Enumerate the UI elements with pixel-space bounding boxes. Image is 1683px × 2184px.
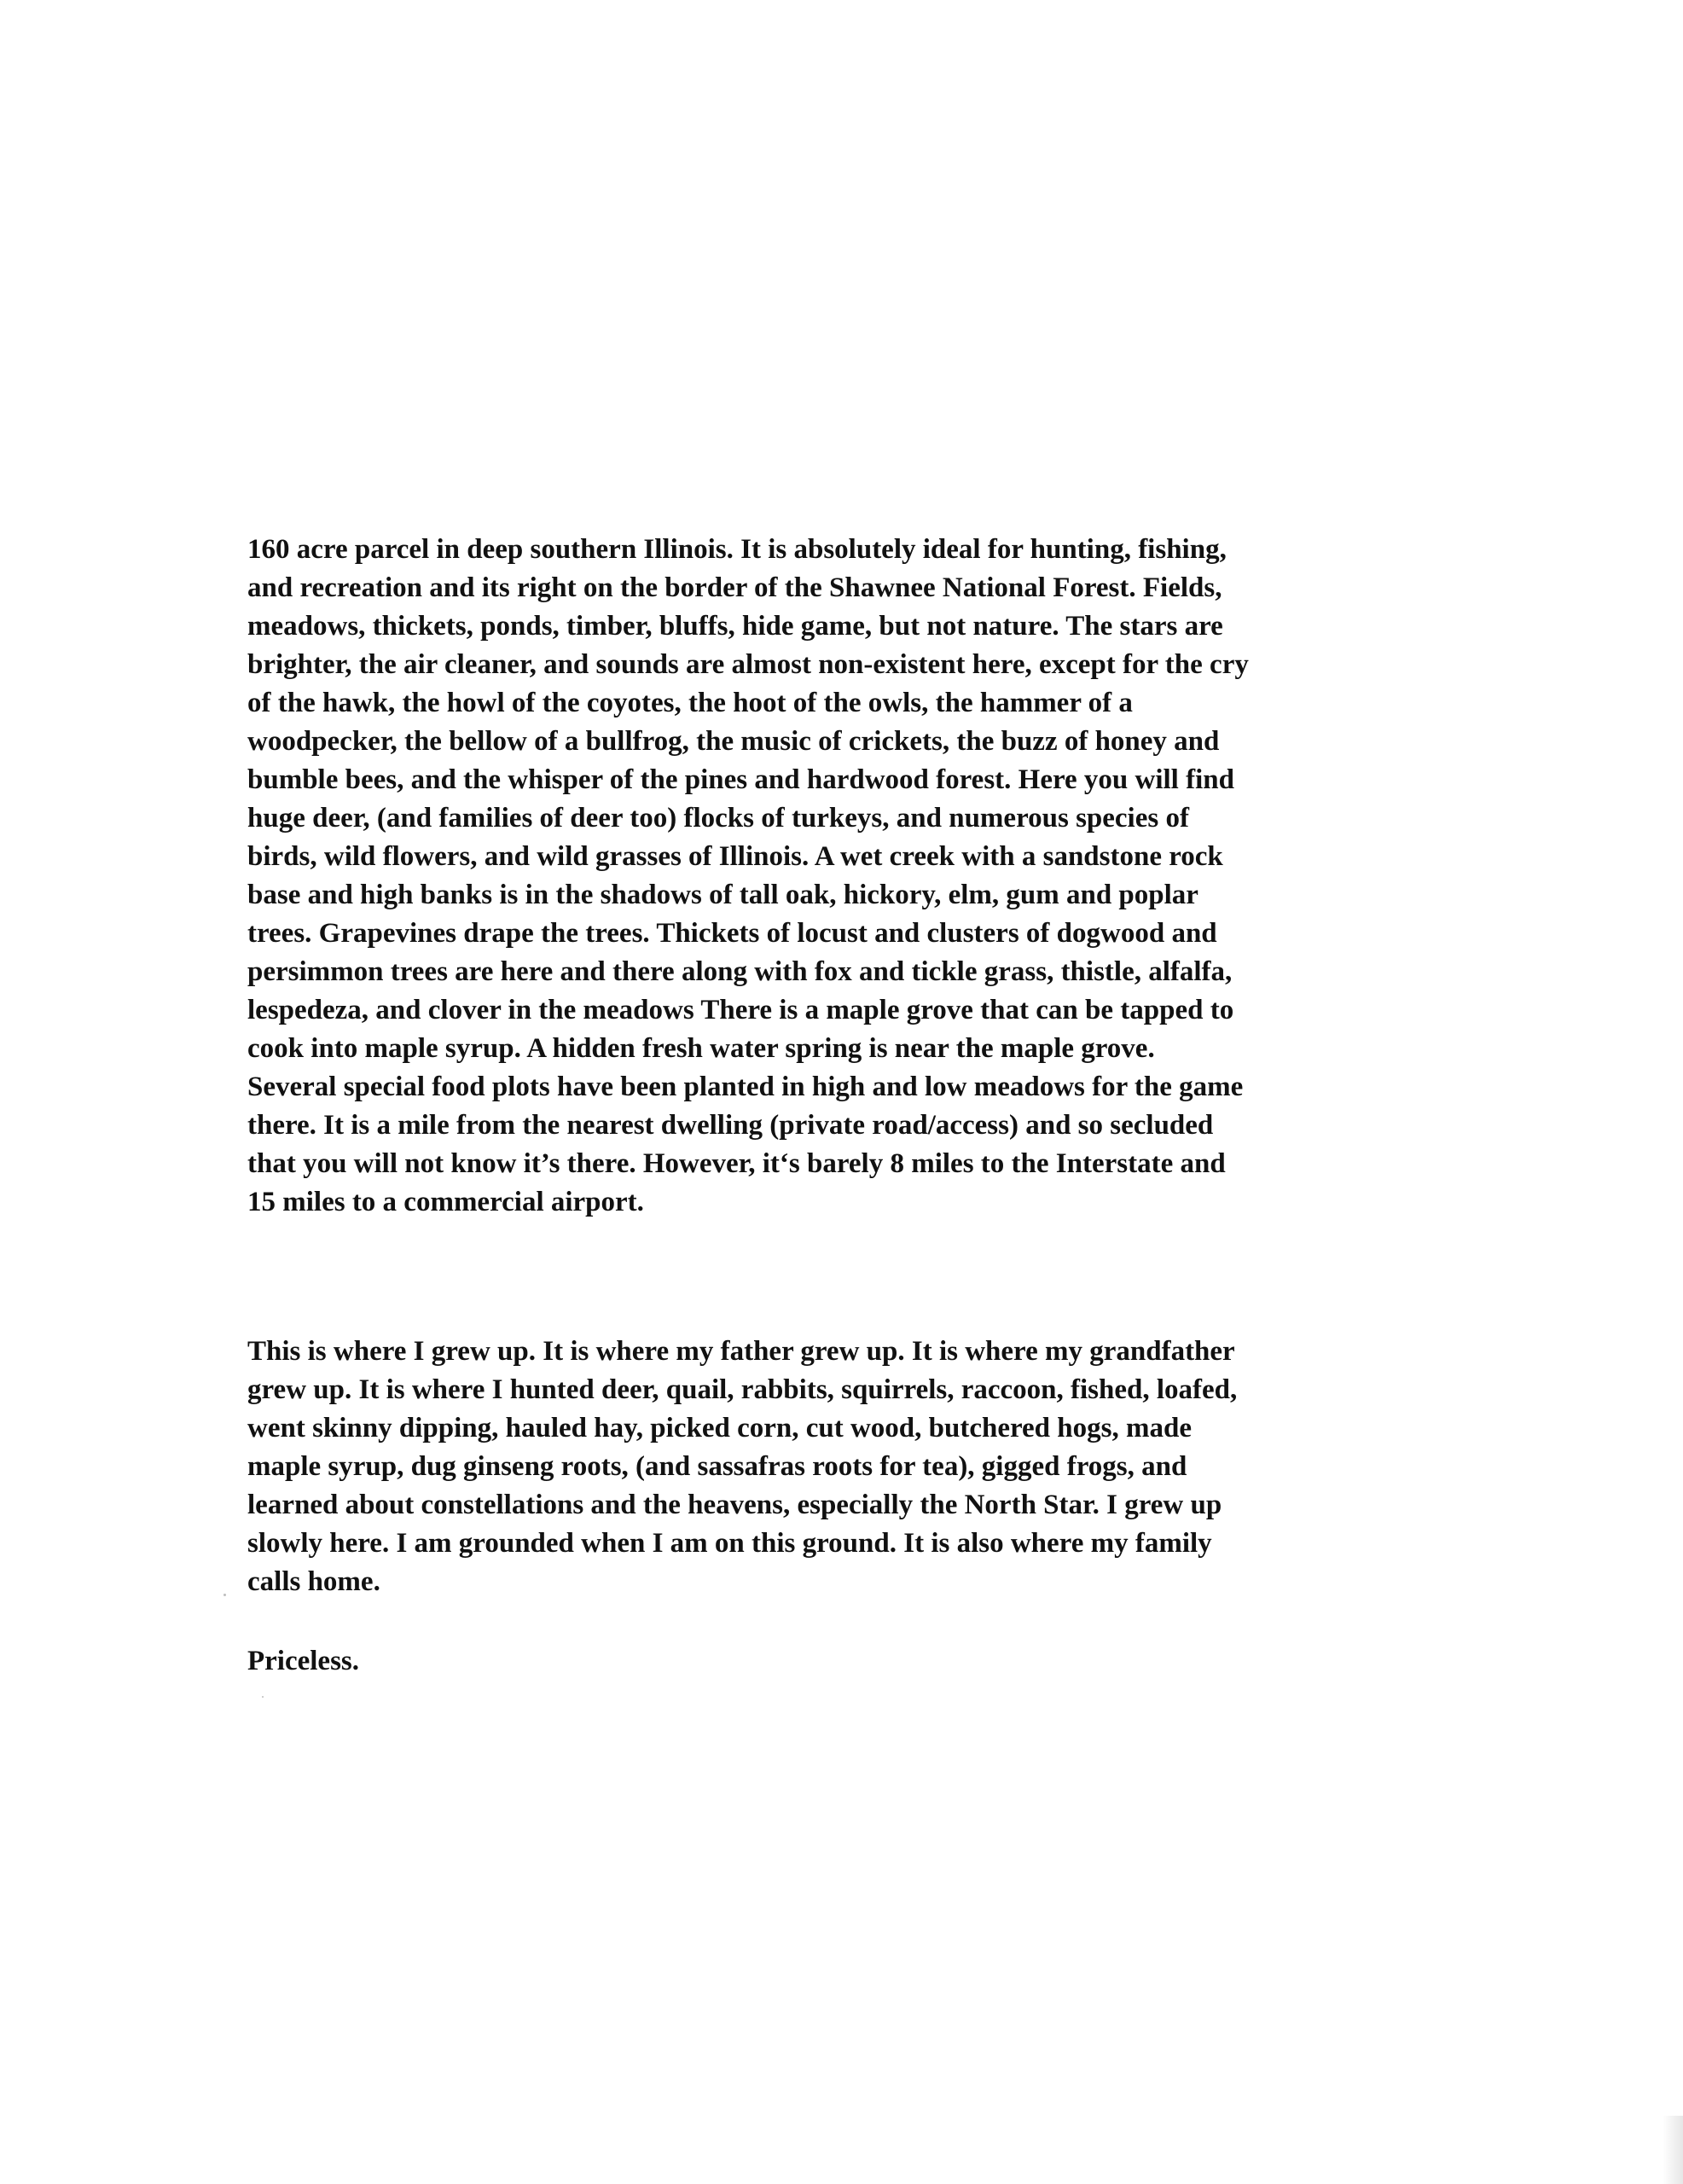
scan-speck <box>262 1696 264 1698</box>
scan-speck <box>223 1594 226 1596</box>
property-description-paragraph: 160 acre parcel in deep southern Illinois. It is absolutely ideal for hunting, fishing, and recreation and its right on the border of the Shawnee National Forest. Fields, meadows, thickets, ponds, timber, bluffs, hide game, but not nature. The stars are brighter, the air cleaner, and sounds are almost non-existent here, except for the cry of the hawk, the howl of the coyotes, the hoot of the owls, the hammer of a woodpecker, the bellow of a bullfrog, the music of crickets, the buzz of honey and bumble bees, and the whisper of the pines and hardwood forest. Here you will find huge deer, (and families of deer too) flocks of turkeys, and numerous species of birds, wild flowers, and wild grasses of Illinois. A wet creek with a sandstone rock base and high banks is in the shadows of tall oak, hickory, elm, gum and poplar trees. Grapevines drape the trees. Thickets of locust and clusters of dogwood and persimmon trees are here and there along with fox and tickle grass, thistle, alfalfa, lespedeza, and clover in the meadows There is a maple grove that can be tapped to cook into maple syrup. A hidden fresh water spring is near the maple grove. Several special food plots have been planted in high and low meadows for the game there. It is a mile from the nearest dwelling (private road/access) and so secluded that you will not know it’s there. However, it‘s barely 8 miles to the Interstate and 15 miles to a commercial airport. <box>247 534 1249 1217</box>
scan-edge-smudge <box>1663 2116 1683 2184</box>
closing-word: Priceless. <box>247 1646 360 1676</box>
personal-history-paragraph: This is where I grew up. It is where my father grew up. It is where my grandfather grew up. It is where I hunted deer, quail, rabbits, squirrels, raccoon, fished, loafed, went skinny dipping, hauled hay, picked corn, cut wood, butchered hogs, made maple syrup, dug ginseng roots, (and sassafras roots for tea), gigged frogs, and learned about constellations and the heavens, especially the North Star. I grew up slowly here. I am grounded when I am on this ground. It is also where my family calls home. <box>247 1336 1238 1597</box>
